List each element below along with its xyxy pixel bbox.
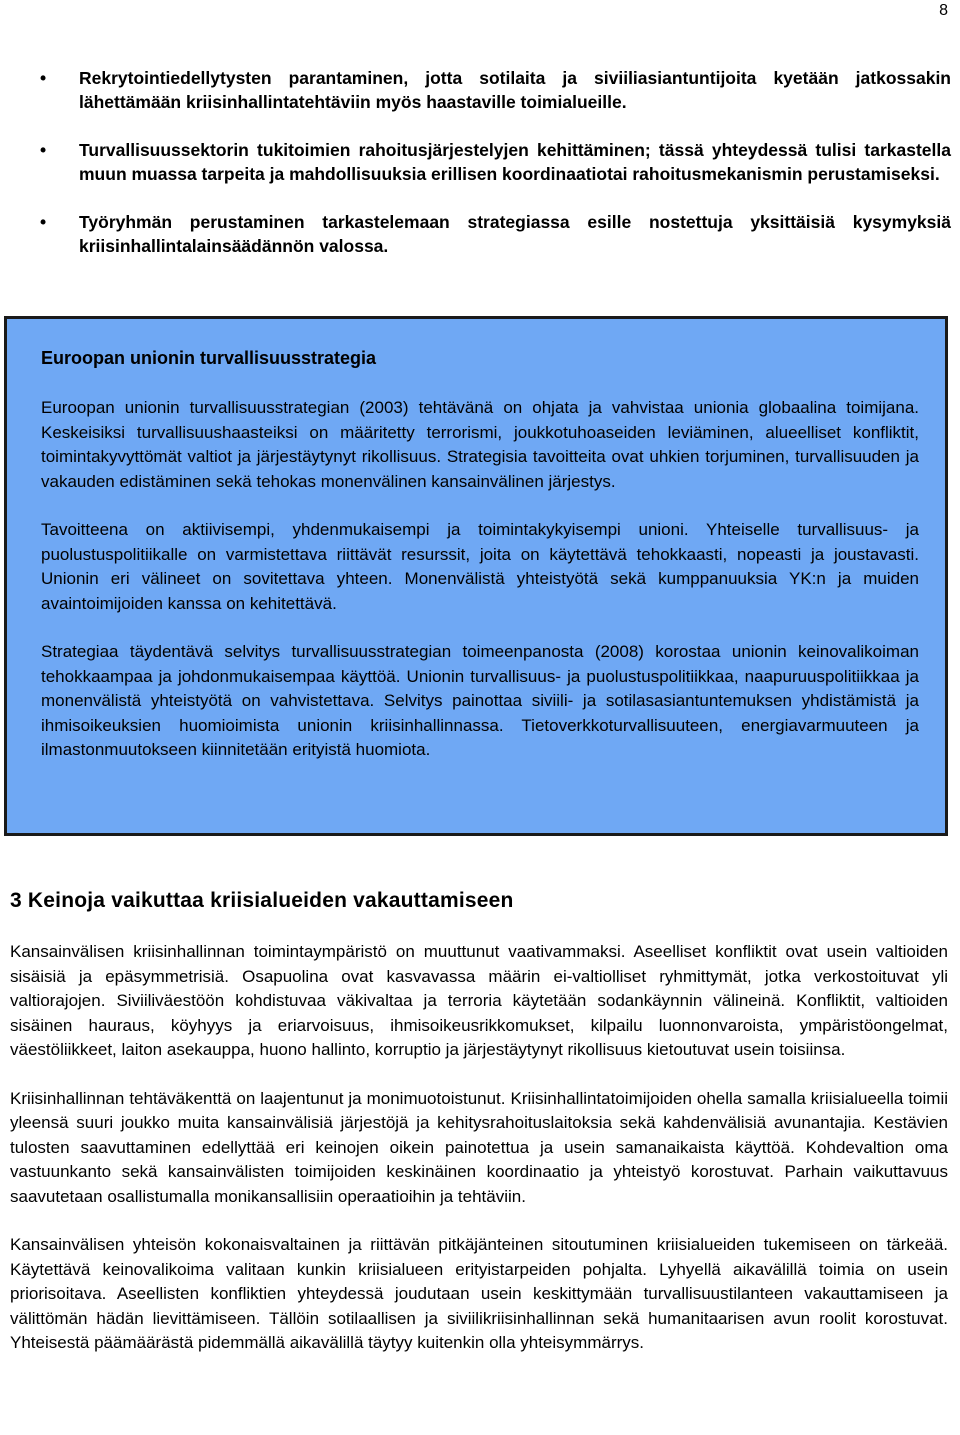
infobox-title: Euroopan unionin turvallisuusstrategia	[41, 348, 377, 368]
bullet-icon: •	[40, 140, 47, 160]
infobox-paragraph: Euroopan unionin turvallisuusstrategian (2003) tehtävänä on ohjata ja vahvistaa unionia globaalina toimijana. Keskeisiksi turvallisuushaasteiksi on määritetty terrorismi, joukkotuhoaseiden leviäminen, alueelliset konfliktit, toimintakyvyttömät valtiot ja järjestäytynyt rikollisuus. Strategisia tavoitteita ovat uhkien torjuminen, turvallisuuden ja vakauden edistäminen sekä tehokas monenvälinen kansainvälinen järjestys.	[41, 398, 919, 491]
bullet-icon: •	[40, 212, 47, 232]
eu-security-strategy-box	[4, 316, 948, 836]
bullet-item	[40, 66, 951, 114]
page-number: 8	[939, 2, 948, 19]
body-paragraph: Kansainvälisen kriisinhallinnan toimintaympäristö on muuttunut vaativammaksi. Aseelliset konfliktit ovat usein valtioiden sisäisiä ja epäsymmetrisiä. Osapuolina ovat kasvavassa määrin ei-valtiolliset ryhmittymät, jotka verkostoituvat yli valtiorajojen. Siviiliväestöön kohdistuvaa väkivaltaa ja terroria käytetään sodankäynnin välineinä. Konfliktit, valtioiden sisäinen hauraus, köyhyys ja eriarvoisuus, ihmisoikeusrikkomukset, kilpailu luonnonvaroista, ympäristöongelmat, väestöliikkeet, laiton asekauppa, huono hallinto, korruptio ja järjestäytynyt rikollisuus kietoutuvat usein toisiinsa.	[10, 942, 948, 1059]
bullet-list	[0, 66, 960, 282]
infobox-paragraph: Tavoitteena on aktiivisempi, yhdenmukaisempi ja toimintakykyisempi unioni. Yhteiselle turvallisuus- ja puolustuspolitiikalle on varmistettava riittävät resurssit, joita on käytettävä tehokkaasti, nopeasti ja joustavasti. Unionin eri välineet on sovitettava yhteen. Monenvälistä yhteistyötä sekä kumppanuuksia YK:n ja muiden avaintoimijoiden kanssa on kehitettävä.	[41, 520, 919, 613]
bullet-text: Työryhmän perustaminen tarkastelemaan strategiassa esille nostettuja yksittäisiä kysymyksiä kriisinhallintalainsäädännön valossa.	[79, 212, 951, 256]
bullet-item	[40, 210, 951, 258]
section-body	[10, 940, 948, 1380]
bullet-item	[40, 138, 951, 186]
infobox-paragraph: Strategiaa täydentävä selvitys turvallisuusstrategian toimeenpanosta (2008) korostaa unionin keinovalikoiman tehokkaampaa ja johdonmukaisempaa käyttöä. Unionin turvallisuus- ja puolustuspolitiikkaa, naapuruuspolitiikkaa ja monenvälistä yhteistyötä on vahvistettava. Selvitys painottaa siviili- ja sotilasasiantuntemuksen yhdistämistä ja ihmisoikeuksien huomioimista unionin kriisinhallinnassa. Tietoverkkoturvallisuuteen, energiavarmuuteen ja ilmastonmuutokseen kiinnitetään erityistä huomiota.	[41, 642, 919, 759]
section-heading: 3 Keinoja vaikuttaa kriisialueiden vakauttamiseen	[10, 889, 514, 912]
body-paragraph: Kriisinhallinnan tehtäväkenttä on laajentunut ja monimuotoistunut. Kriisinhallintatoimijoiden ohella samalla kriisialueella toimii yleensä suuri joukko muita kansainvälisiä järjestöjä ja kehitysrahoituslaitoksia sekä kahdenvälisiä avunantajia. Kestävien tulosten saavuttaminen edellyttää eri keinojen oikein painotettua ja usein samanaikaista käyttöä. Kohdevaltion oma vastuunkanto sekä kansainvälisten toimijoiden keskinäinen koordinaatio ja yhteistyö korostuvat. Parhain vaikuttavuus saavutetaan osallistumalla monikansallisiin operaatioihin ja tehtäviin.	[10, 1088, 948, 1206]
bullet-text: Rekrytointiedellytysten parantaminen, jotta sotilaita ja siviiliasiantuntijoita kyetään jatkossakin lähettämään kriisinhallintatehtäviin myös haastaville toimialueille.	[79, 68, 951, 112]
bullet-text: Turvallisuussektorin tukitoimien rahoitusjärjestelyjen kehittäminen; tässä yhteydessä tulisi tarkastella muun muassa tarpeita ja mahdollisuuksia erillisen koordinaatiotai rahoitusmekanismin perustamiseksi.	[79, 140, 951, 184]
body-paragraph: Kansainvälisen yhteisön kokonaisvaltainen ja riittävän pitkäjänteinen sitoutuminen kriisialueiden tukemiseen on tärkeää. Käytettävä keinovalikoima valitaan kunkin kriisialueen erityistarpeiden pohjalta. Lyhyellä aikavälillä toimia on usein priorisoitava. Aseellisten konfliktien yhteydessä joudutaan usein keskittymään turvallisuustilanteen vakauttamiseen ja välittömän hädän lievittämiseen. Tällöin sotilaallisen ja siviilikriisinhallinnan sekä humanitaarisen avun roolit korostuvat. Yhteisestä päämäärästä pidemmällä aikavälillä täytyy kuitenkin olla yhteisymmärrys.	[10, 1235, 948, 1352]
bullet-icon: •	[40, 68, 47, 88]
